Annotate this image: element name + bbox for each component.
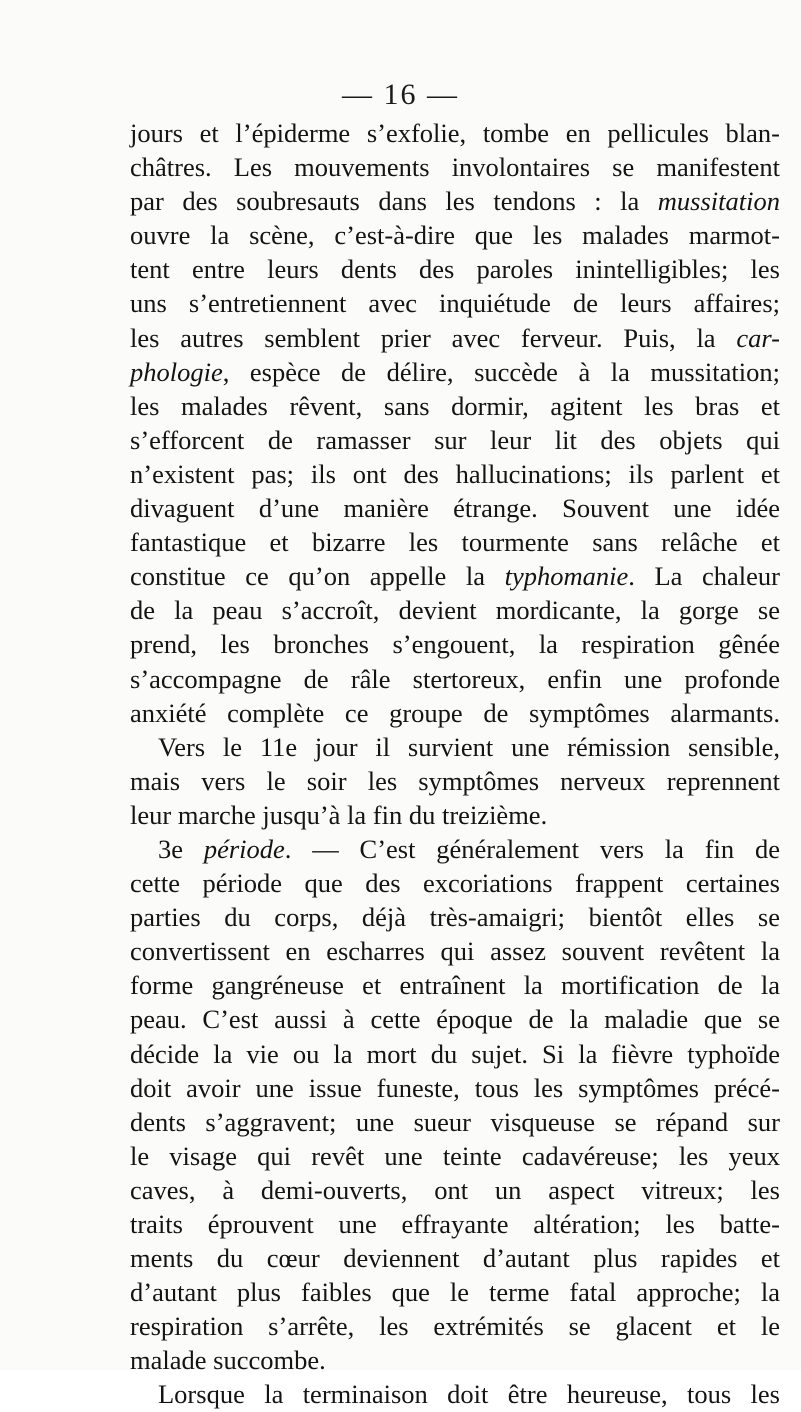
line-text: s’efforcent de ramasser sur leur lit des objets qui	[130, 424, 780, 455]
text-line	[130, 1309, 780, 1343]
text-line	[130, 491, 780, 525]
line-text: tent entre leurs dents des paroles inintelligibles; les	[130, 254, 780, 285]
text-line	[130, 1071, 780, 1105]
line-text: châtres. Les mouvements involontaires se manifestent	[130, 152, 780, 183]
italic-term: phologie	[130, 356, 223, 387]
line-text: les malades rêvent, sans dormir, agitent les bras et	[130, 390, 780, 421]
text-line	[130, 593, 780, 627]
italic-term: période	[203, 833, 285, 864]
line-text: leur marche jusqu’à la fin du treizième.	[130, 799, 548, 830]
line-text: ouvre la scène, c’est-à-dire que les malades marmot-	[130, 220, 780, 251]
text-line	[130, 730, 780, 764]
text-line	[130, 1002, 780, 1036]
italic-term: car-	[736, 322, 780, 353]
text-line	[130, 662, 780, 696]
line-text: doit avoir une issue funeste, tous les symptômes précé-	[130, 1072, 780, 1103]
text-line	[130, 934, 780, 968]
line-text: , espèce de délire, succède à la mussitation;	[222, 356, 780, 387]
line-text: . La chaleur	[628, 561, 780, 592]
line-text: mais vers le soir les symptômes nerveux reprennent	[130, 765, 780, 796]
text-line	[130, 355, 780, 389]
text-line	[130, 321, 780, 355]
line-text: constitue ce qu’on appelle la	[130, 561, 505, 592]
text-line	[130, 184, 780, 218]
line-text: traits éprouvent une effrayante altération; les batte-	[130, 1209, 780, 1239]
text-line	[130, 1037, 780, 1071]
text-line	[130, 696, 780, 730]
text-line	[130, 457, 780, 491]
line-text: prend, les bronches s’engouent, la respiration gênée	[130, 629, 780, 660]
line-text: les autres semblent prier avec ferveur. Puis, la	[130, 322, 737, 353]
text-line	[130, 252, 780, 286]
text-line	[130, 1377, 780, 1411]
text-line	[130, 423, 780, 457]
line-text: fantastique et bizarre les tourmente sans relâche et	[130, 527, 780, 558]
body-text	[130, 116, 780, 1412]
text-line	[130, 116, 780, 150]
line-text: d’autant plus faibles que le terme fatal approche; la	[130, 1277, 780, 1308]
italic-term: typhomanie	[504, 561, 629, 592]
text-line	[130, 559, 780, 593]
line-text: convertissent en escharres qui assez souvent revêtent la	[130, 936, 780, 967]
line-text: n’existent pas; ils ont des hallucinations; ils parlent et	[130, 458, 780, 489]
line-text: Vers le 11e jour il survient une rémission sensible,	[158, 731, 780, 762]
line-text: le visage qui revêt une teinte cadavéreuse; les yeux	[130, 1140, 780, 1171]
line-text: peau. C’est aussi à cette époque de la maladie que se	[130, 1004, 780, 1035]
line-text: de la peau s’accroît, devient mordicante, la gorge se	[130, 595, 780, 626]
line-text: décide la vie ou la mort du sujet. Si la fièvre typhoïde	[130, 1038, 780, 1069]
line-text: dents s’aggravent; une sueur visqueuse se répand sur	[130, 1106, 780, 1137]
text-line	[130, 1173, 780, 1207]
italic-term: mussitation	[657, 186, 780, 217]
text-line	[130, 798, 780, 832]
line-text: respiration s’arrête, les extrémités se glacent et le	[130, 1311, 780, 1342]
text-line	[130, 150, 780, 184]
text-line	[130, 525, 780, 559]
line-text: caves, à demi-ouverts, ont un aspect vitreux; les	[130, 1174, 780, 1205]
line-text: par des soubresauts dans les tendons : la	[130, 186, 658, 217]
text-line	[130, 1207, 780, 1241]
text-line	[130, 1139, 780, 1173]
line-text: forme gangréneuse et entraînent la mortification de la	[130, 970, 780, 1001]
text-line	[130, 832, 780, 866]
text-line	[130, 1343, 780, 1377]
text-line	[130, 1241, 780, 1275]
text-line	[130, 764, 780, 798]
text-line	[130, 1105, 780, 1139]
line-text: uns s’entretiennent avec inquiétude de leurs affaires;	[130, 288, 780, 319]
text-line	[130, 968, 780, 1002]
text-line	[130, 389, 780, 423]
line-text: Lorsque la terminaison doit être heureuse, tous les	[158, 1379, 780, 1410]
text-line	[130, 866, 780, 900]
line-text: . — C’est généralement vers la fin de	[284, 833, 780, 864]
text-line	[130, 218, 780, 252]
line-text: cette période que des excoriations frappent certaines	[130, 868, 780, 899]
line-text: s’accompagne de râle stertoreux, enfin une profonde	[130, 663, 780, 694]
text-line	[130, 627, 780, 661]
line-text: anxiété complète ce groupe de symptômes alarmants.	[130, 697, 780, 728]
line-text: ments du cœur deviennent d’autant plus rapides et	[130, 1243, 780, 1274]
text-line	[130, 286, 780, 320]
line-text: malade succombe.	[130, 1345, 326, 1376]
text-line	[130, 900, 780, 934]
line-text: parties du corps, déjà très-amaigri; bientôt elles se	[130, 902, 780, 933]
page-number: — 16 —	[342, 78, 459, 111]
text-line	[130, 1275, 780, 1309]
line-text: divaguent d’une manière étrange. Souvent une idée	[130, 493, 780, 524]
line-text: jours et l’épiderme s’exfolie, tombe en pellicules blan-	[130, 118, 780, 148]
line-text: 3e	[158, 833, 204, 864]
